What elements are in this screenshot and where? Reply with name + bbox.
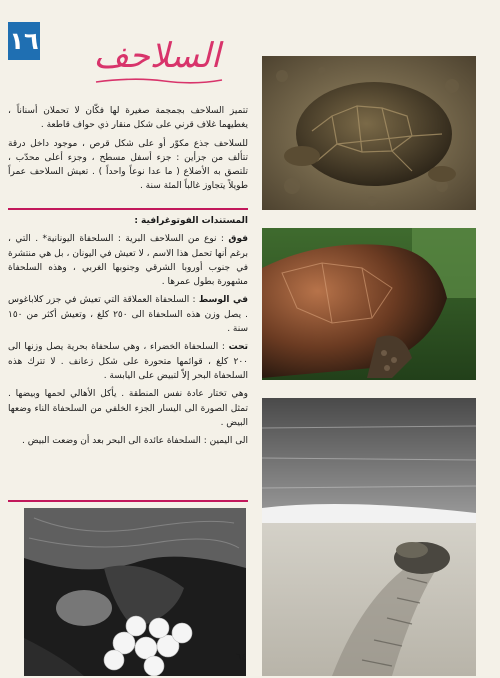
photo-docs-block xyxy=(8,214,248,452)
sea-turtle-beach-photo xyxy=(262,398,476,676)
caption-top-text: : نوع من السلاحف البرية : السلحفاة اليونانية* . التي ، برغم أنها تحمل هذا الاسم ، لا تعيش في اليونان ، بل هي منتشرة في جنوب أوروبا الشرقي وجنوبها الغربي ، وهذه السلحفاة مشهورة بطول عمرها . xyxy=(8,234,248,288)
page-number-badge: ١٦ xyxy=(8,22,40,60)
intro-paragraph-2: للسلاحف جذع مكوّر أو على شكل قرص ، موجود داخل درقة تتألف من جزأين : جزء أسفل مسطح ، وجزء أعلى محدّب ، تلتصق به الأضلاع ( ما عدا نوعاً واحداً ) . تعيش السلاحف عمراً طويلاً يتجاوز غالباً المئة سنة . xyxy=(8,138,248,192)
section-divider-2 xyxy=(8,500,248,502)
page-number: ٦٤ xyxy=(236,652,247,663)
page-title: السلاحف xyxy=(93,36,221,76)
title-swash-decoration xyxy=(94,76,224,86)
caption-middle-text: : السلحفاة العملاقة التي تعيش في جزر كلاباغوس . يصل وزن هذه السلحفاة الى ٢٥٠ كلغ ، وتعيش أكثر من ١٥٠ سنة . xyxy=(8,295,248,335)
photo-docs-heading: المستندات الفوتوغرافية : xyxy=(134,216,248,226)
caption-top xyxy=(8,232,248,289)
greek-tortoise-photo xyxy=(262,56,476,210)
giant-tortoise-photo xyxy=(262,228,476,380)
caption-bottom-label: تحت xyxy=(228,342,248,353)
caption-middle-label: في الوسط xyxy=(198,295,248,306)
caption-bottom-text: : السلحفاة الخضراء ، وهي سلحفاة بحرية يصل وزنها الى ٢٠٠ كلغ ، قوائمها متحورة على شكل زعانف . لا تترك هذه السلحفاة البحر إلاّ لتبيض على اليابسة . xyxy=(8,342,248,381)
caption-top-label: فوق xyxy=(228,234,248,245)
section-divider-1 xyxy=(8,208,248,210)
turtle-laying-eggs-photo xyxy=(24,508,246,676)
caption-right: الى اليمين : السلحفاة عائدة الى البحر بعد أن وضعت البيض . xyxy=(22,436,248,447)
intro-text-block xyxy=(8,104,248,198)
intro-paragraph-1: تتميز السلاحف بجمجمة صغيرة لها فكّان لا تحملان أسناناً ، يغطيهما غلاف قرني على شكل منقار ذي حواف قاطعة . xyxy=(8,106,248,131)
caption-middle xyxy=(8,293,248,336)
caption-bottom xyxy=(8,340,248,383)
caption-island: وهي تختار عادة نفس المنطقة . يأكل الأهالي لحمها وبيضها . تمثل الصورة الى اليسار الجزء الخلفي من السلحفاة الناء وضعها البيض . xyxy=(8,389,248,428)
